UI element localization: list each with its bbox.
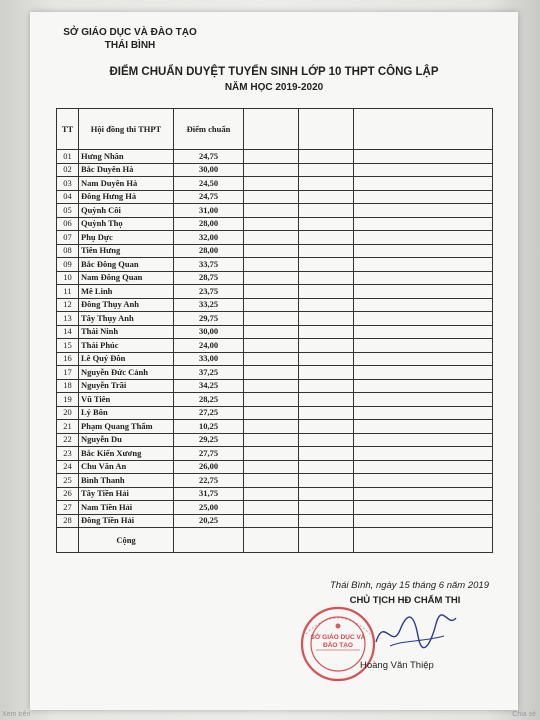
row-number: 16 — [57, 352, 79, 366]
total-cell-empty — [299, 528, 354, 553]
empty-cell — [354, 352, 493, 366]
row-number: 01 — [57, 150, 79, 164]
cutoff-score: 24,50 — [174, 177, 244, 191]
total-row — [57, 528, 493, 553]
org-line-1: SỞ GIÁO DỤC VÀ ĐÀO TẠO — [63, 27, 197, 38]
empty-cell — [299, 420, 354, 434]
table-row — [57, 393, 493, 407]
table-row — [57, 514, 493, 528]
council-name: Tây Thụy Anh — [79, 312, 174, 326]
empty-cell — [354, 244, 493, 258]
empty-cell — [244, 177, 299, 191]
row-number: 08 — [57, 244, 79, 258]
empty-cell — [299, 393, 354, 407]
column-header-empty — [299, 109, 354, 150]
empty-cell — [354, 190, 493, 204]
empty-cell — [299, 285, 354, 299]
row-number: 19 — [57, 393, 79, 407]
cutoff-score: 29,25 — [174, 433, 244, 447]
empty-cell — [244, 514, 299, 528]
cutoff-score: 33,25 — [174, 298, 244, 312]
empty-cell — [354, 406, 493, 420]
empty-cell — [244, 393, 299, 407]
empty-cell — [299, 231, 354, 245]
council-name: Đông Hưng Hà — [79, 190, 174, 204]
empty-cell — [299, 244, 354, 258]
cutoff-score: 31,00 — [174, 204, 244, 218]
council-name: Chu Văn An — [79, 460, 174, 474]
cutoff-score: 29,75 — [174, 312, 244, 326]
table-row — [57, 271, 493, 285]
empty-cell — [354, 474, 493, 488]
empty-cell — [354, 460, 493, 474]
council-name: Lê Quý Đôn — [79, 352, 174, 366]
viewer-edge-label-right[interactable]: Chia sẻ — [512, 711, 536, 718]
column-header-empty — [244, 109, 299, 150]
cutoff-score: 24,00 — [174, 339, 244, 353]
row-number: 02 — [57, 163, 79, 177]
empty-cell — [299, 352, 354, 366]
row-number: 11 — [57, 285, 79, 299]
table-row — [57, 447, 493, 461]
cutoff-score: 37,25 — [174, 366, 244, 380]
empty-cell — [299, 177, 354, 191]
total-cell-empty — [57, 528, 79, 553]
table-body — [57, 150, 493, 528]
empty-cell — [244, 163, 299, 177]
empty-cell — [354, 433, 493, 447]
empty-cell — [354, 271, 493, 285]
table-row — [57, 217, 493, 231]
council-name: Bắc Duyên Hà — [79, 163, 174, 177]
table-row — [57, 231, 493, 245]
empty-cell — [354, 298, 493, 312]
council-name: Nam Đông Quan — [79, 271, 174, 285]
council-name: Vũ Tiên — [79, 393, 174, 407]
empty-cell — [354, 217, 493, 231]
empty-cell — [354, 339, 493, 353]
empty-cell — [354, 204, 493, 218]
empty-cell — [244, 204, 299, 218]
empty-cell — [299, 474, 354, 488]
cutoff-score: 20,25 — [174, 514, 244, 528]
row-number: 27 — [57, 501, 79, 515]
empty-cell — [244, 339, 299, 353]
row-number: 26 — [57, 487, 79, 501]
table-row — [57, 325, 493, 339]
empty-cell — [354, 487, 493, 501]
empty-cell — [299, 447, 354, 461]
cutoff-score: 30,00 — [174, 325, 244, 339]
empty-cell — [354, 325, 493, 339]
empty-cell — [244, 298, 299, 312]
empty-cell — [244, 433, 299, 447]
council-name: Nguyễn Du — [79, 433, 174, 447]
document-subtitle: NĂM HỌC 2019-2020 — [224, 82, 324, 93]
cutoff-score: 28,00 — [174, 244, 244, 258]
cutoff-score: 33,00 — [174, 352, 244, 366]
organization-header — [60, 26, 200, 52]
empty-cell — [354, 514, 493, 528]
empty-cell — [299, 406, 354, 420]
table-header-row — [57, 109, 493, 150]
empty-cell — [299, 204, 354, 218]
table-row — [57, 177, 493, 191]
cutoff-score: 28,00 — [174, 217, 244, 231]
council-name: Quỳnh Côi — [79, 204, 174, 218]
council-name: Bắc Kiến Xương — [79, 447, 174, 461]
empty-cell — [244, 271, 299, 285]
empty-cell — [244, 312, 299, 326]
empty-cell — [244, 244, 299, 258]
empty-cell — [299, 487, 354, 501]
table-row — [57, 460, 493, 474]
council-name: Tiên Hưng — [79, 244, 174, 258]
council-name: Đông Tiền Hải — [79, 514, 174, 528]
signature-date: Thái Bình, ngày 15 tháng 6 năm 2019 — [330, 580, 489, 591]
empty-cell — [354, 231, 493, 245]
empty-cell — [244, 474, 299, 488]
signature-role: CHỦ TỊCH HĐ CHẤM THI — [349, 595, 461, 606]
row-number: 12 — [57, 298, 79, 312]
row-number: 28 — [57, 514, 79, 528]
row-number: 10 — [57, 271, 79, 285]
table-row — [57, 150, 493, 164]
empty-cell — [244, 406, 299, 420]
column-header-empty — [354, 109, 493, 150]
cutoff-score: 27,75 — [174, 447, 244, 461]
row-number: 23 — [57, 447, 79, 461]
empty-cell — [354, 420, 493, 434]
council-name: Mê Linh — [79, 285, 174, 299]
empty-cell — [244, 285, 299, 299]
total-cell-empty — [174, 528, 244, 553]
empty-cell — [354, 366, 493, 380]
column-header-council: Hội đồng thi THPT — [79, 109, 174, 150]
stamp-label: SỞ GIÁO DỤC VÀ ĐÀO TẠO — [310, 634, 366, 649]
empty-cell — [299, 163, 354, 177]
table-row — [57, 244, 493, 258]
empty-cell — [244, 258, 299, 272]
council-name: Thái Ninh — [79, 325, 174, 339]
row-number: 06 — [57, 217, 79, 231]
cutoff-score: 30,00 — [174, 163, 244, 177]
empty-cell — [299, 433, 354, 447]
empty-cell — [244, 379, 299, 393]
cutoff-score: 33,75 — [174, 258, 244, 272]
row-number: 21 — [57, 420, 79, 434]
cutoff-score: 34,25 — [174, 379, 244, 393]
cutoff-score: 26,00 — [174, 460, 244, 474]
handwritten-signature — [370, 606, 460, 656]
total-cell-empty — [244, 528, 299, 553]
empty-cell — [299, 217, 354, 231]
council-name: Tây Tiền Hải — [79, 487, 174, 501]
empty-cell — [299, 271, 354, 285]
org-line-2: THÁI BÌNH — [104, 40, 156, 51]
table-row — [57, 163, 493, 177]
row-number: 09 — [57, 258, 79, 272]
cutoff-score: 24,75 — [174, 190, 244, 204]
row-number: 25 — [57, 474, 79, 488]
empty-cell — [354, 379, 493, 393]
empty-cell — [354, 163, 493, 177]
empty-cell — [299, 325, 354, 339]
cutoff-score: 10,25 — [174, 420, 244, 434]
row-number: 14 — [57, 325, 79, 339]
council-name: Nguyễn Đức Cảnh — [79, 366, 174, 380]
row-number: 17 — [57, 366, 79, 380]
cutoff-score: 24,75 — [174, 150, 244, 164]
table-row — [57, 433, 493, 447]
column-header-tt: TT — [57, 109, 79, 150]
cutoff-score: 27,25 — [174, 406, 244, 420]
table-row — [57, 339, 493, 353]
row-number: 03 — [57, 177, 79, 191]
empty-cell — [244, 217, 299, 231]
empty-cell — [299, 298, 354, 312]
empty-cell — [244, 366, 299, 380]
empty-cell — [244, 501, 299, 515]
table-row — [57, 474, 493, 488]
empty-cell — [299, 339, 354, 353]
empty-cell — [354, 177, 493, 191]
empty-cell — [299, 258, 354, 272]
empty-cell — [244, 460, 299, 474]
empty-cell — [299, 190, 354, 204]
empty-cell — [299, 514, 354, 528]
table-row — [57, 420, 493, 434]
table-row — [57, 366, 493, 380]
cutoff-score: 23,75 — [174, 285, 244, 299]
cutoff-score: 32,00 — [174, 231, 244, 245]
empty-cell — [244, 487, 299, 501]
row-number: 13 — [57, 312, 79, 326]
empty-cell — [354, 285, 493, 299]
council-name: Nam Tiền Hải — [79, 501, 174, 515]
empty-cell — [354, 150, 493, 164]
cutoff-score: 31,75 — [174, 487, 244, 501]
row-number: 15 — [57, 339, 79, 353]
column-header-score: Điểm chuẩn — [174, 109, 244, 150]
council-name: Nam Duyên Hà — [79, 177, 174, 191]
row-number: 04 — [57, 190, 79, 204]
table-row — [57, 487, 493, 501]
empty-cell — [354, 312, 493, 326]
cutoff-score: 25,00 — [174, 501, 244, 515]
table-row — [57, 379, 493, 393]
empty-cell — [244, 190, 299, 204]
council-name: Đông Thụy Anh — [79, 298, 174, 312]
empty-cell — [244, 231, 299, 245]
empty-cell — [354, 447, 493, 461]
empty-cell — [244, 352, 299, 366]
table-row — [57, 285, 493, 299]
document-title: ĐIỂM CHUẨN DUYỆT TUYỂN SINH LỚP 10 THPT CÔNG LẬP — [109, 66, 439, 78]
empty-cell — [354, 501, 493, 515]
empty-cell — [299, 150, 354, 164]
empty-cell — [244, 150, 299, 164]
score-table — [56, 108, 493, 553]
empty-cell — [354, 393, 493, 407]
total-label: Cộng — [79, 528, 174, 553]
signer-name: Hoàng Văn Thiệp — [360, 660, 434, 671]
council-name: Nguyễn Trãi — [79, 379, 174, 393]
empty-cell — [354, 258, 493, 272]
cutoff-score: 22,75 — [174, 474, 244, 488]
row-number: 20 — [57, 406, 79, 420]
document-sheet — [30, 12, 518, 710]
table-row — [57, 312, 493, 326]
table-row — [57, 298, 493, 312]
empty-cell — [244, 447, 299, 461]
total-cell-empty — [354, 528, 493, 553]
table-row — [57, 204, 493, 218]
viewer-edge-label-left[interactable]: Xem trên — [2, 711, 31, 718]
table-row — [57, 190, 493, 204]
council-name: Quỳnh Thọ — [79, 217, 174, 231]
row-number: 22 — [57, 433, 79, 447]
table-row — [57, 406, 493, 420]
row-number: 05 — [57, 204, 79, 218]
empty-cell — [299, 460, 354, 474]
table-row — [57, 258, 493, 272]
council-name: Phụ Dực — [79, 231, 174, 245]
council-name: Hưng Nhân — [79, 150, 174, 164]
council-name: Bắc Đông Quan — [79, 258, 174, 272]
row-number: 24 — [57, 460, 79, 474]
cutoff-score: 28,25 — [174, 393, 244, 407]
council-name: Thái Phúc — [79, 339, 174, 353]
empty-cell — [299, 312, 354, 326]
council-name: Phạm Quang Thẩm — [79, 420, 174, 434]
empty-cell — [299, 366, 354, 380]
empty-cell — [244, 420, 299, 434]
council-name: Lý Bôn — [79, 406, 174, 420]
empty-cell — [299, 501, 354, 515]
empty-cell — [244, 325, 299, 339]
table-row — [57, 501, 493, 515]
row-number: 18 — [57, 379, 79, 393]
table-row — [57, 352, 493, 366]
row-number: 07 — [57, 231, 79, 245]
cutoff-score: 28,75 — [174, 271, 244, 285]
empty-cell — [299, 379, 354, 393]
council-name: Bình Thanh — [79, 474, 174, 488]
